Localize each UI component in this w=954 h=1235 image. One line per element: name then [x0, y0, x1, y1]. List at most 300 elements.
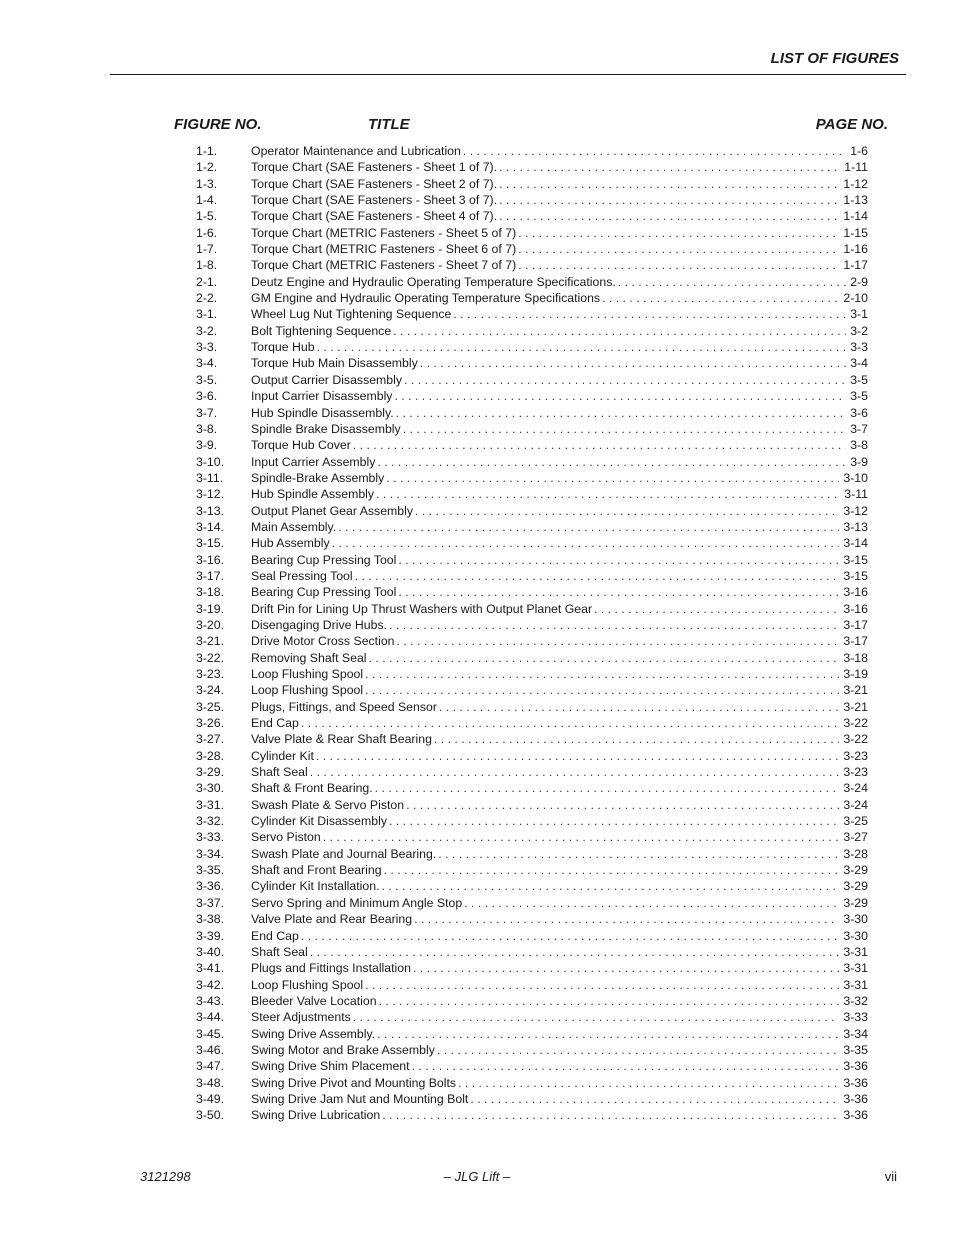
figure-page: 1-6: [850, 144, 868, 158]
figure-entry[interactable]: [196, 568, 868, 584]
figure-title: Removing Shaft Seal: [251, 650, 367, 665]
dot-leader: [377, 454, 846, 470]
figure-title: Torque Chart (SAE Fasteners - Sheet 3 of 7).: [251, 193, 498, 208]
figure-entry[interactable]: [196, 290, 868, 306]
figure-number: 3-41.: [196, 961, 225, 976]
figure-page: 3-31: [843, 944, 868, 959]
figure-title: Bearing Cup Pressing Tool: [251, 552, 397, 567]
figure-title: Cylinder Kit: [251, 748, 314, 763]
dot-leader: [353, 437, 846, 453]
figure-title: Operator Maintenance and Lubrication: [251, 144, 461, 158]
figure-entry-line: [251, 306, 868, 322]
figure-title: Shaft Seal: [251, 765, 308, 780]
dot-leader: [382, 1107, 839, 1123]
figure-number: 1-4.: [196, 193, 218, 208]
dot-leader: [499, 192, 839, 208]
figure-number: 1-3.: [196, 176, 218, 191]
footer-publisher: – JLG Lift –: [443, 1169, 511, 1184]
figure-entry[interactable]: [196, 944, 868, 960]
figure-page: 3-36: [843, 1075, 868, 1090]
dot-leader: [594, 601, 839, 617]
figure-title: Drift Pin for Lining Up Thrust Washers with Output Planet Gear: [251, 601, 593, 616]
dot-leader: [420, 355, 846, 371]
figure-page: 3-28: [843, 846, 868, 861]
dot-leader: [518, 241, 839, 257]
figure-page: 3-19: [843, 667, 868, 681]
figure-page: 3-27: [843, 830, 868, 845]
dot-leader: [365, 666, 839, 682]
figure-entry[interactable]: [196, 993, 868, 1009]
figure-entry[interactable]: [196, 552, 868, 568]
figure-entry[interactable]: [196, 666, 868, 682]
figure-number: 3-14.: [196, 519, 225, 534]
figure-page: 3-17: [843, 617, 868, 632]
figure-entry-line: [251, 257, 868, 273]
dot-leader: [415, 503, 839, 519]
dot-leader: [470, 1091, 839, 1107]
dot-leader: [386, 470, 839, 486]
figure-number: 3-22.: [196, 650, 225, 665]
figure-entry[interactable]: [196, 748, 868, 764]
figure-entry-line: [251, 388, 868, 404]
figure-entry-line: [251, 568, 868, 584]
figure-page: 3-3: [850, 340, 868, 355]
figure-page: 3-30: [843, 912, 868, 927]
figure-page: 3-17: [843, 634, 868, 649]
figure-page: 3-18: [843, 650, 868, 665]
figure-entry-line: [251, 486, 868, 502]
figure-entry-line: [251, 552, 868, 568]
figure-entry[interactable]: [196, 355, 868, 371]
figure-number: 3-15.: [196, 536, 225, 551]
figure-title: Bolt Tightening Sequence: [251, 323, 392, 338]
dot-leader: [384, 862, 840, 878]
figure-entry[interactable]: [196, 1042, 868, 1058]
dot-leader: [316, 748, 840, 764]
figure-number: 2-1.: [196, 274, 218, 289]
figure-entry[interactable]: [196, 1091, 868, 1107]
figure-number: 3-34.: [196, 846, 225, 861]
figure-title: Servo Spring and Minimum Angle Stop: [251, 895, 463, 910]
figure-entry[interactable]: [196, 454, 868, 470]
figure-entry-line: [251, 503, 868, 519]
figure-number: 3-29.: [196, 765, 225, 780]
dot-leader: [301, 715, 840, 731]
figure-entry[interactable]: [196, 192, 868, 208]
dot-leader: [323, 829, 840, 845]
dot-leader: [404, 372, 846, 388]
figure-entry-line: [251, 159, 868, 175]
figure-title: Torque Hub Cover: [251, 438, 351, 453]
figure-entry-line: [251, 944, 868, 960]
figure-number: 1-8.: [196, 258, 218, 273]
figure-page: 3-31: [843, 961, 868, 976]
dot-leader: [464, 895, 839, 911]
figure-page: 3-29: [843, 879, 868, 894]
footer-doc-number: 3121298: [140, 1169, 191, 1184]
figure-title: Drive Motor Cross Section: [251, 634, 395, 649]
figure-page: 3-22: [843, 732, 868, 747]
figure-title: Steer Adjustments: [251, 1010, 351, 1025]
figure-page: 3-35: [843, 1042, 868, 1057]
figure-entry[interactable]: [196, 503, 868, 519]
column-header-title: TITLE: [368, 116, 410, 133]
figure-page: 3-36: [843, 1091, 868, 1106]
figure-entry[interactable]: [196, 731, 868, 747]
dot-leader: [499, 208, 839, 224]
figure-page: 3-24: [843, 781, 868, 796]
figure-page: 3-24: [843, 797, 868, 812]
figure-page: 2-10: [843, 291, 868, 306]
figure-entry[interactable]: [196, 1009, 868, 1025]
figure-title: Servo Piston: [251, 830, 321, 845]
figure-title: Valve Plate & Rear Shaft Bearing: [251, 732, 432, 747]
figure-entry[interactable]: [196, 241, 868, 257]
figure-page: 3-11: [844, 487, 868, 502]
figure-number: 3-3.: [196, 340, 218, 355]
dot-leader: [602, 290, 839, 306]
dot-leader: [398, 552, 839, 568]
figure-title: Hub Spindle Disassembly.: [251, 405, 394, 420]
figure-number: 3-6.: [196, 389, 218, 404]
figure-entry[interactable]: [196, 519, 868, 535]
figure-entry[interactable]: [196, 176, 868, 192]
figure-entry-line: [251, 928, 868, 944]
figure-entry[interactable]: [196, 208, 868, 224]
dot-leader: [310, 944, 840, 960]
figure-number: 3-8.: [196, 421, 218, 436]
dot-leader: [499, 176, 839, 192]
figure-entry[interactable]: [196, 339, 868, 355]
figure-entry-line: [251, 764, 868, 780]
figure-title: Torque Hub Main Disassembly: [251, 356, 418, 371]
figure-page: 3-10: [843, 470, 868, 485]
dot-leader: [369, 650, 840, 666]
dot-leader: [398, 584, 839, 600]
dot-leader: [377, 1026, 839, 1042]
figure-entry-line: [251, 437, 868, 453]
dot-leader: [463, 143, 846, 159]
figure-entry-line: [251, 290, 868, 306]
figure-title: Plugs and Fittings Installation: [251, 961, 411, 976]
figure-entry-line: [251, 1107, 868, 1123]
figure-entry-line: [251, 421, 868, 437]
figure-entry[interactable]: [196, 257, 868, 273]
figure-page: 3-6: [850, 405, 868, 420]
figure-page: 3-14: [843, 536, 868, 551]
figure-entry-line: [251, 176, 868, 192]
figure-number: 3-45.: [196, 1026, 225, 1041]
figure-page: 3-36: [843, 1108, 868, 1123]
figure-entry[interactable]: [196, 306, 868, 322]
figure-page: 3-16: [843, 585, 868, 600]
figure-number: 2-2.: [196, 291, 218, 306]
dot-leader: [458, 1075, 839, 1091]
figure-entry[interactable]: [196, 813, 868, 829]
figure-page: 3-4: [850, 356, 868, 371]
figure-entry[interactable]: [196, 633, 868, 649]
figure-entry-line: [251, 977, 868, 993]
figure-entry[interactable]: [196, 862, 868, 878]
figure-entry[interactable]: [196, 1058, 868, 1074]
dot-leader: [353, 1009, 840, 1025]
figure-number: 3-20.: [196, 617, 225, 632]
figure-number: 3-36.: [196, 879, 225, 894]
figure-entry[interactable]: [196, 388, 868, 404]
dot-leader: [438, 846, 839, 862]
figure-number: 3-43.: [196, 993, 225, 1008]
figure-number: 3-28.: [196, 748, 225, 763]
figure-entry[interactable]: [196, 928, 868, 944]
figure-page: 3-21: [843, 699, 868, 714]
figure-page: 3-7: [850, 421, 868, 436]
figure-entry[interactable]: [196, 1075, 868, 1091]
figure-page: 3-23: [843, 748, 868, 763]
figure-entry[interactable]: [196, 650, 868, 666]
figure-entry[interactable]: [196, 470, 868, 486]
figure-entry[interactable]: [196, 584, 868, 600]
figure-entry[interactable]: [196, 372, 868, 388]
figure-number: 3-48.: [196, 1075, 225, 1090]
figure-title: Output Planet Gear Assembly: [251, 503, 413, 518]
figure-entry[interactable]: [196, 486, 868, 502]
figure-page: 1-13: [843, 193, 868, 208]
figure-number: 3-2.: [196, 323, 218, 338]
figure-entry-line: [251, 617, 868, 633]
figure-page: 3-30: [843, 928, 868, 943]
dot-leader: [355, 568, 840, 584]
figure-entry-line: [251, 633, 868, 649]
figure-entry-line: [251, 241, 868, 257]
figure-page: 3-32: [843, 993, 868, 1008]
dot-leader: [412, 1058, 840, 1074]
dot-leader: [434, 731, 839, 747]
figure-page: 3-1: [850, 307, 868, 322]
figure-entry[interactable]: [196, 274, 868, 290]
figure-title: Swing Drive Shim Placement: [251, 1059, 410, 1074]
figure-entry-line: [251, 1026, 868, 1042]
figure-entry[interactable]: [196, 715, 868, 731]
figure-page: 3-15: [843, 568, 868, 583]
figure-entry[interactable]: [196, 405, 868, 421]
figure-entry[interactable]: [196, 225, 868, 241]
figure-number: 3-13.: [196, 503, 225, 518]
figure-title: Shaft Seal: [251, 944, 308, 959]
figure-title: Torque Hub: [251, 340, 315, 355]
figure-entry[interactable]: [196, 143, 868, 159]
figure-page: 3-16: [843, 601, 868, 616]
figure-title: Torque Chart (METRIC Fasteners - Sheet 5 of 7): [251, 225, 517, 240]
figure-entry-line: [251, 780, 868, 796]
figure-page: 3-25: [843, 814, 868, 829]
figure-page: 3-36: [843, 1059, 868, 1074]
figure-entry[interactable]: [196, 421, 868, 437]
dot-leader: [382, 878, 840, 894]
figure-entry[interactable]: [196, 829, 868, 845]
figure-title: Spindle-Brake Assembly: [251, 470, 385, 485]
figure-title: Loop Flushing Spool: [251, 683, 364, 698]
figure-entry-line: [251, 748, 868, 764]
figure-entry-line: [251, 584, 868, 600]
figure-title: Valve Plate and Rear Bearing: [251, 912, 413, 927]
figure-number: 3-1.: [196, 307, 218, 322]
figure-title: Swash Plate & Servo Piston: [251, 797, 405, 812]
figure-number: 1-5.: [196, 209, 218, 224]
dot-leader: [301, 928, 840, 944]
figure-page: 1-17: [843, 258, 868, 273]
figure-entry-line: [251, 143, 868, 159]
dot-leader: [396, 405, 847, 421]
figure-entry-line: [251, 1091, 868, 1107]
figure-entry-line: [251, 1075, 868, 1091]
figure-entry[interactable]: [196, 535, 868, 551]
figure-entry-line: [251, 535, 868, 551]
dot-leader: [389, 813, 839, 829]
figure-number: 3-10.: [196, 454, 225, 469]
figure-entry-line: [251, 682, 868, 698]
figure-entry[interactable]: [196, 323, 868, 339]
figure-number: 3-7.: [196, 405, 218, 420]
figure-number: 3-21.: [196, 634, 225, 649]
figure-list: [196, 143, 868, 1124]
figure-page: 1-12: [843, 176, 868, 191]
figure-number: 3-4.: [196, 356, 218, 371]
figure-entry-line: [251, 1042, 868, 1058]
figure-entry[interactable]: [196, 601, 868, 617]
figure-entry[interactable]: [196, 437, 868, 453]
figure-entry-line: [251, 1009, 868, 1025]
dot-leader: [518, 225, 839, 241]
figure-entry[interactable]: [196, 764, 868, 780]
figure-number: 3-49.: [196, 1091, 225, 1106]
figure-entry-line: [251, 192, 868, 208]
dot-leader: [393, 323, 846, 339]
figure-entry[interactable]: [196, 878, 868, 894]
figure-entry-line: [251, 405, 868, 421]
figure-entry-line: [251, 601, 868, 617]
figure-number: 3-47.: [196, 1059, 225, 1074]
figure-entry[interactable]: [196, 617, 868, 633]
figure-page: 3-8: [850, 438, 868, 453]
dot-leader: [437, 1042, 840, 1058]
header-rule: [110, 74, 906, 75]
figure-page: 3-33: [843, 1010, 868, 1025]
figure-page: 3-5: [850, 372, 868, 387]
figure-entry-line: [251, 666, 868, 682]
figure-entry[interactable]: [196, 977, 868, 993]
figure-number: 3-46.: [196, 1042, 225, 1057]
figure-entry[interactable]: [196, 159, 868, 175]
figure-title: Torque Chart (SAE Fasteners - Sheet 2 of 7).: [251, 176, 498, 191]
figure-number: 3-44.: [196, 1010, 225, 1025]
figure-entry-line: [251, 470, 868, 486]
figure-number: 3-24.: [196, 683, 225, 698]
figure-entry-line: [251, 454, 868, 470]
figure-number: 3-27.: [196, 732, 225, 747]
figure-title: Output Carrier Disassembly: [251, 372, 403, 387]
figure-entry-line: [251, 911, 868, 927]
figure-title: Loop Flushing Spool: [251, 667, 364, 681]
figure-number: 3-33.: [196, 830, 225, 845]
figure-entry-line: [251, 339, 868, 355]
dot-leader: [389, 617, 839, 633]
dot-leader: [397, 633, 840, 649]
figure-entry[interactable]: [196, 1107, 868, 1123]
figure-number: 1-7.: [196, 242, 218, 257]
figure-title: Input Carrier Assembly: [251, 454, 376, 469]
figure-title: Input Carrier Disassembly: [251, 389, 393, 404]
figure-entry[interactable]: [196, 846, 868, 862]
figure-page: 3-5: [850, 389, 868, 404]
figure-entry[interactable]: [196, 797, 868, 813]
figure-number: 3-11.: [196, 470, 224, 485]
figure-entry[interactable]: [196, 1026, 868, 1042]
figure-title: Spindle Brake Disassembly: [251, 421, 401, 436]
figure-number: 3-9.: [196, 438, 218, 453]
figure-number: 3-23.: [196, 667, 225, 681]
figure-entry[interactable]: [196, 699, 868, 715]
figure-entry[interactable]: [196, 780, 868, 796]
figure-entry-line: [251, 1058, 868, 1074]
figure-entry[interactable]: [196, 895, 868, 911]
figure-entry-line: [251, 699, 868, 715]
figure-number: 1-1.: [196, 144, 218, 158]
figure-number: 3-25.: [196, 699, 225, 714]
figure-title: End Cap: [251, 716, 299, 731]
figure-title: Main Assembly.: [251, 519, 337, 534]
figure-page: 3-12: [843, 503, 868, 518]
dot-leader: [317, 339, 847, 355]
figure-page: 2-9: [850, 274, 868, 289]
figure-page: 3-34: [843, 1026, 868, 1041]
figure-number: 3-38.: [196, 912, 225, 927]
figure-title: Loop Flushing Spool: [251, 977, 364, 992]
figure-entry-line: [251, 323, 868, 339]
dot-leader: [379, 993, 840, 1009]
figure-page: 3-31: [843, 977, 868, 992]
figure-number: 3-26.: [196, 716, 225, 731]
dot-leader: [413, 960, 839, 976]
dot-leader: [332, 535, 840, 551]
figure-page: 1-11: [844, 160, 868, 175]
figure-title: Swing Drive Assembly.: [251, 1026, 376, 1041]
figure-entry-line: [251, 715, 868, 731]
figure-number: 1-2.: [196, 160, 218, 175]
figure-title: Cylinder Kit Disassembly: [251, 814, 387, 829]
figure-title: Hub Spindle Assembly: [251, 487, 375, 502]
figure-title: Bleeder Valve Location: [251, 993, 377, 1008]
figure-number: 3-39.: [196, 928, 225, 943]
figure-number: 3-35.: [196, 863, 225, 878]
figure-title: Torque Chart (METRIC Fasteners - Sheet 6 of 7): [251, 242, 517, 257]
figure-entry[interactable]: [196, 911, 868, 927]
figure-entry-line: [251, 960, 868, 976]
figure-number: 3-31.: [196, 797, 225, 812]
footer-page-number: vii: [884, 1169, 897, 1184]
figure-page: 3-29: [843, 863, 868, 878]
figure-entry[interactable]: [196, 682, 868, 698]
figure-page: 1-14: [843, 209, 868, 224]
figure-entry-line: [251, 878, 868, 894]
dot-leader: [394, 388, 846, 404]
figure-entry-line: [251, 372, 868, 388]
figure-page: 1-16: [843, 242, 868, 257]
dot-leader: [310, 764, 840, 780]
figure-title: Swing Drive Pivot and Mounting Bolts: [251, 1075, 457, 1090]
dot-leader: [338, 519, 839, 535]
figure-entry[interactable]: [196, 960, 868, 976]
figure-title: Cylinder Kit Installation.: [251, 879, 380, 894]
